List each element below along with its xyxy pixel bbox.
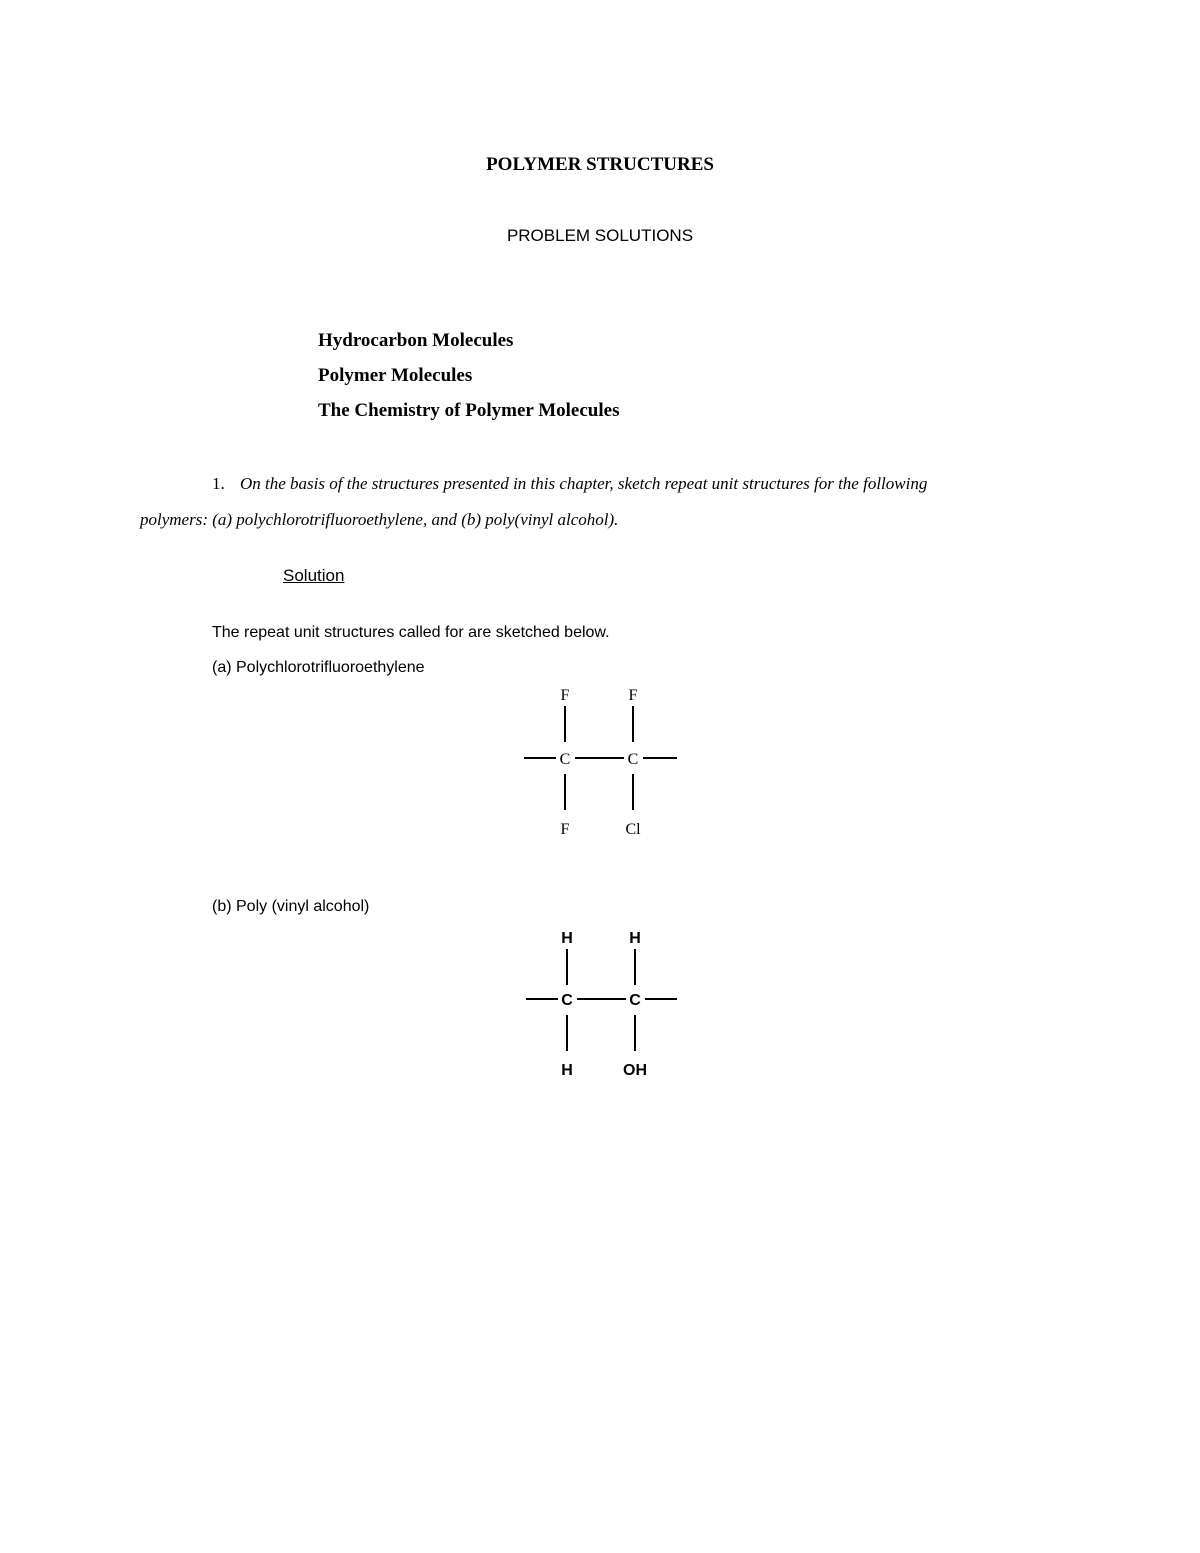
atom-top-left: H (561, 930, 573, 947)
problem-number: 1. (212, 474, 225, 493)
section-heading-chemistry: The Chemistry of Polymer Molecules (318, 400, 620, 421)
atom-bottom-left: F (560, 821, 570, 838)
atom-center-left: C (561, 992, 573, 1009)
atom-bottom-right: OH (623, 1062, 647, 1079)
atom-center-left: C (559, 751, 571, 768)
solution-intro: The repeat unit structures called for are sketched below. (212, 624, 610, 641)
problem-text-line-1: On the basis of the structures presented in this chapter, sketch repeat unit structures for the following (240, 474, 928, 493)
solution-label: Solution (283, 566, 345, 585)
document-subtitle: PROBLEM SOLUTIONS (506, 226, 694, 245)
section-heading-polymer: Polymer Molecules (318, 365, 473, 386)
atom-center-right: C (627, 751, 639, 768)
atom-top-left: F (560, 687, 570, 704)
atom-center-right: C (629, 992, 641, 1009)
pva-structure-diagram (522, 925, 687, 1085)
part-b-label: (b) Poly (vinyl alcohol) (212, 898, 370, 915)
problem-text-line-2: polymers: (a) polychlorotrifluoroethylene, and (b) poly(vinyl alcohol). (140, 510, 619, 529)
section-heading-hydrocarbon: Hydrocarbon Molecules (318, 330, 514, 351)
document-title: POLYMER STRUCTURES (486, 154, 714, 175)
pctfe-structure-diagram (520, 682, 685, 842)
atom-top-right: F (628, 687, 638, 704)
part-a-label: (a) Polychlorotrifluoroethylene (212, 659, 425, 676)
atom-top-right: H (629, 930, 641, 947)
atom-bottom-right: Cl (625, 821, 641, 838)
atom-bottom-left: H (561, 1062, 573, 1079)
